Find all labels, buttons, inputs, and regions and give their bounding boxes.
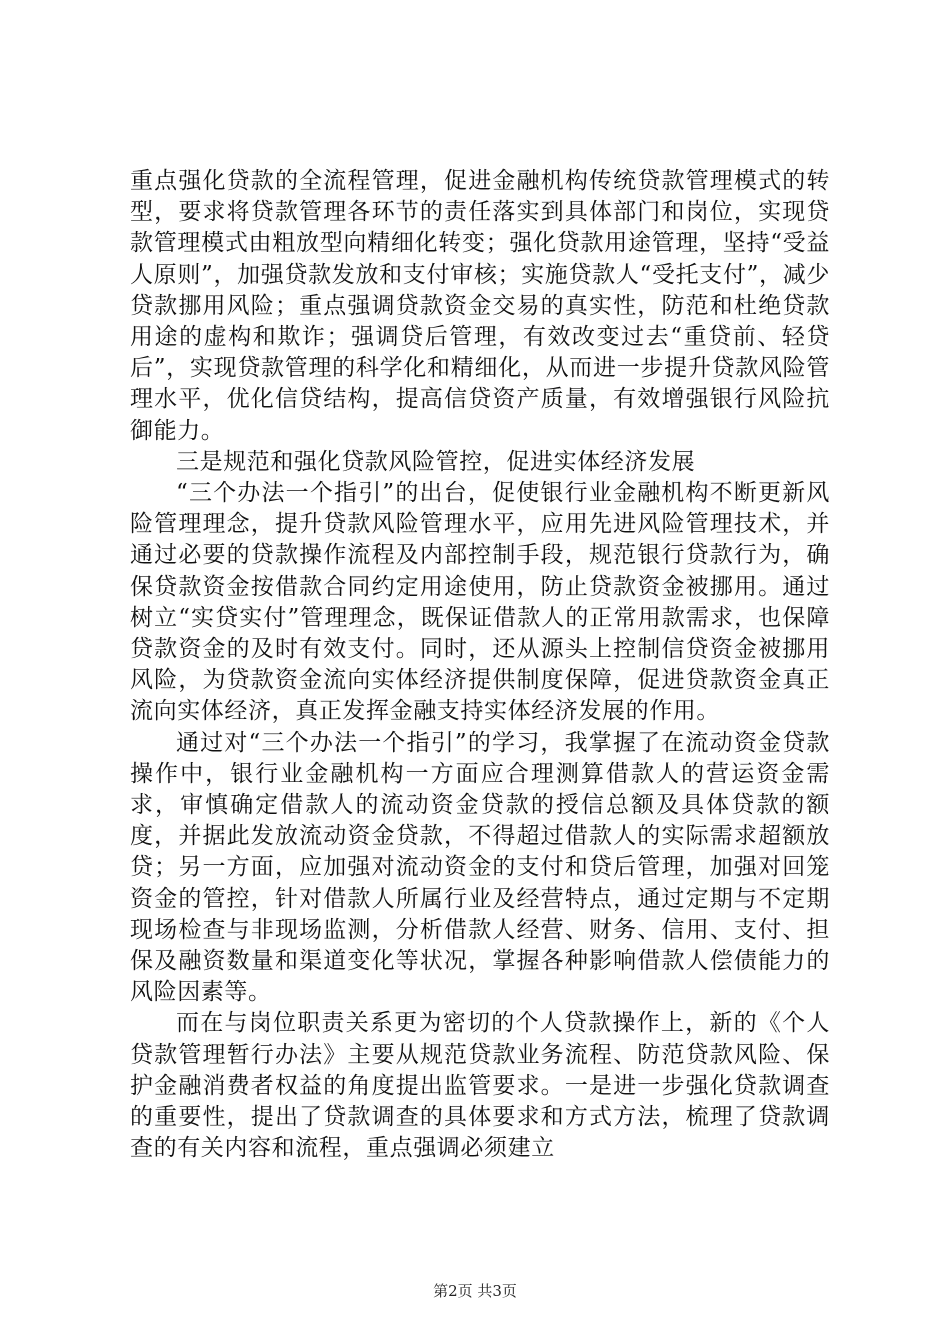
paragraph-personal-loan: 而在与岗位职责关系更为密切的个人贷款操作上，新的《个人贷款管理暂行办法》主要从规范贷款业务流程、防范贷款风险、保护金融消费者权益的角度提出监管要求。一是进一步强化贷款调查的重要性，提出了贷款调查的具体要求和方式方法，梳理了贷款调查的有关内容和流程，重点强调必须建立 <box>130 1010 830 1162</box>
paragraph-heading-three: 三是规范和强化贷款风险管控，促进实体经济发展 <box>176 448 696 475</box>
page-number-label: 第2页 共3页 <box>433 1282 517 1300</box>
paragraph-continuation: 重点强化贷款的全流程管理，促进金融机构传统贷款管理模式的转型，要求将贷款管理各环节的责任落实到具体部门和岗位，实现贷款管理模式由粗放型向精细化转变；强化贷款用途管理，坚持“受益人原则”，加强贷款发放和支付审核；实施贷款人“受托支付”，减少贷款挪用风险；重点强调贷款资金交易的真实性，防范和杜绝贷款用途的虚构和欺诈；强调贷后管理，有效改变过去“重贷前、轻贷后”，实现贷款管理的科学化和精细化，从而进一步提升贷款风险管理水平，优化信贷结构，提高信贷资产质量，有效增强银行风险抗御能力。 <box>130 168 830 444</box>
paragraph-guidelines: “三个办法一个指引”的出台，促使银行业金融机构不断更新风险管理理念，提升贷款风险管理水平，应用先进风险管理技术，并通过必要的贷款操作流程及内部控制手段，规范银行贷款行为，确保贷款资金按借款合同约定用途使用，防止贷款资金被挪用。通过树立“实贷实付”管理理念，既保证借款人的正常用款需求，也保障贷款资金的及时有效支付。同时，还从源头上控制信贷资金被挪用风险，为贷款资金流向实体经济提供制度保障，促进贷款资金真正流向实体经济，真正发挥金融支持实体经济发展的作用。 <box>130 480 830 725</box>
document-body <box>130 166 830 1165</box>
paragraph-working-capital: 通过对“三个办法一个指引”的学习，我掌握了在流动资金贷款操作中，银行业金融机构一方面应合理测算借款人的营运资金需求，审慎确定借款人的流动资金贷款的授信总额及具体贷款的额度，并据此发放流动资金贷款，不得超过借款人的实际需求超额放贷；另一方面，应加强对流动资金的支付和贷后管理，加强对回笼资金的管控，针对借款人所属行业及经营特点，通过定期与不定期现场检查与非现场监测，分析借款人经营、财务、信用、支付、担保及融资数量和渠道变化等状况，掌握各种影响借款人偿债能力的风险因素等。 <box>130 729 830 1006</box>
page-footer <box>0 1280 950 1301</box>
